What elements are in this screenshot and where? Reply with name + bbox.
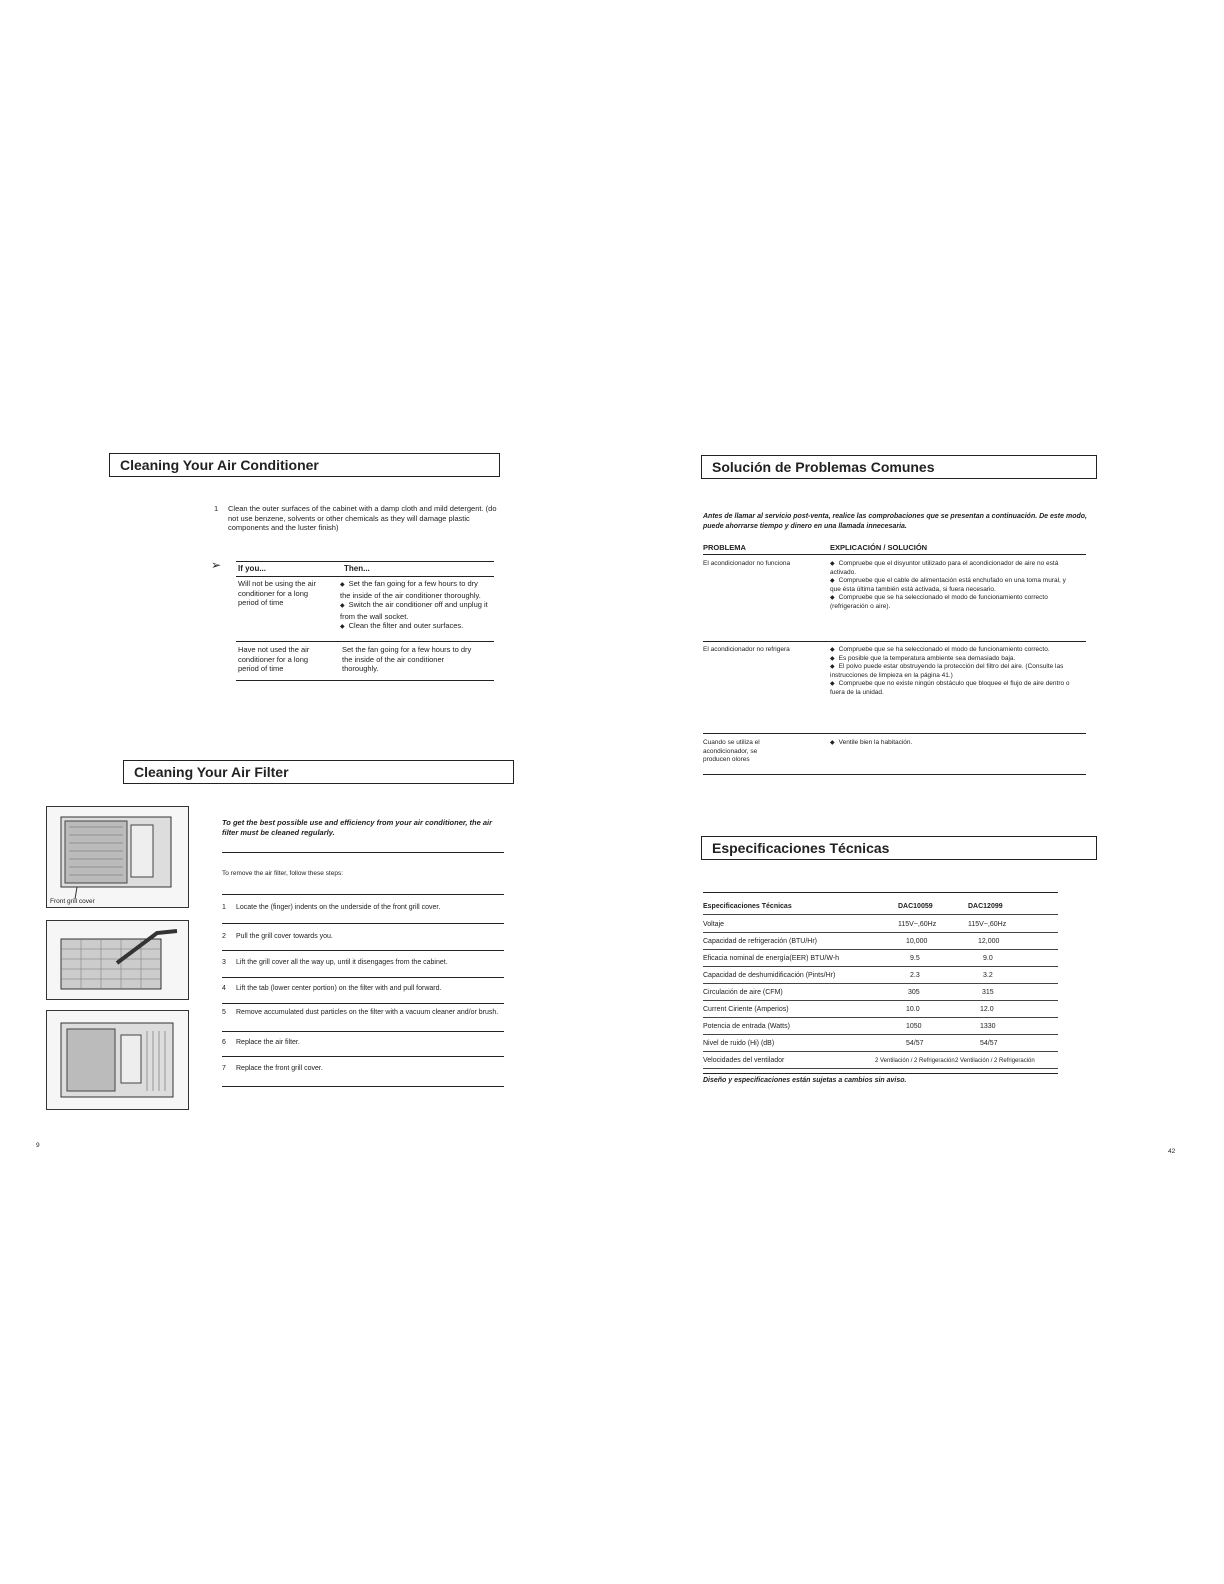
row1-if: Will not be using the air conditioner for a long period of time [238,579,316,607]
arrow-pointer-icon: ➢ [211,558,222,572]
spec-row: Nivel de ruido (Hi) (dB) 54/57 54/57 [703,1037,1058,1052]
spec-row: Voltaje 115V~,60Hz 115V~,60Hz [703,918,1058,933]
problem-2: El acondicionador no refrigera [703,646,790,653]
solution-3-1: ◆ Ventile bien la habitación. [830,739,1078,748]
illustration-front-grill [46,806,189,908]
solution-2-1: ◆ Compruebe que se ha seleccionado el modo de funcionamiento correcto. [830,646,1078,655]
row2-then: Set the fan going for a few hours to dry the inside of the air conditioner thoroughly. [342,645,472,673]
spec-row: Potencia de entrada (Watts) 1050 1330 [703,1020,1058,1035]
header-if: If you... [238,564,266,573]
col-problem: PROBLEMA [703,543,746,552]
solutions-3 [830,739,1078,748]
solutions-2 [830,646,1078,697]
cleaning-ac-title: Cleaning Your Air Conditioner [109,453,500,477]
spec-row: Velocidades del ventilador 2 Ventilación / 2 Refrigeración 2 Ventilación / 2 Refrigeración [703,1054,1058,1069]
solution-1-3: ◆ Compruebe que se ha seleccionado el modo de funcionamiento correcto (refrigeración o aire). [830,594,1078,611]
row1-then [340,579,488,633]
header-then: Then... [344,564,370,573]
solution-1-2: ◆ Compruebe que el cable de alimentación está enchufado en una toma mural, y que ésta última también está activada, si fuera necesario. [830,577,1078,594]
row1-then-2: ◆ Switch the air conditioner off and unplug it from the wall socket. [340,600,488,621]
specs-footnote: Diseño y especificaciones están sujetas a cambios sin aviso. [703,1077,907,1084]
row1-then-3: ◆ Clean the filter and outer surfaces. [340,621,488,633]
col-solution: EXPLICACIÓN / SOLUCIÓN [830,543,928,552]
solution-2-2: ◆ Es posible que la temperatura ambiente sea demasiado baja. [830,655,1078,664]
spec-row: Eficacia nominal de energía(EER) BTU/W-h 9.5 9.0 [703,952,1058,967]
illustration-ac-unit [46,1010,189,1110]
left-page-number: 9 [36,1142,40,1149]
filter-lead: To remove the air filter, follow these steps: [222,870,344,877]
right-page-number: 42 [1168,1148,1176,1155]
problem-1: El acondicionador no funciona [703,560,791,567]
problem-3: Cuando se utiliza el acondicionador, se producen olores [703,739,760,763]
troubleshooting-title: Solución de Problemas Comunes [701,455,1097,479]
solutions-1 [830,560,1078,611]
step-text: Clean the outer surfaces of the cabinet with a damp cloth and mild detergent. (do not use benzene, solvents or other chemicals as they will damage plastic components and the luster finish) [228,504,497,532]
spec-row: Capacidad de refrigeración (BTU/Hr) 10,000 12,000 [703,935,1058,950]
solution-2-4: ◆ Compruebe que no existe ningún obstáculo que bloquee el flujo de aire dentro o fuera de la unidad. [830,680,1078,697]
spec-row: Circulación de aire (CFM) 305 315 [703,986,1058,1001]
specs-header: Especificaciones Técnicas DAC10059 DAC12099 [703,900,1058,915]
row2-if: Have not used the air conditioner for a long period of time [238,645,310,673]
row1-then-1: ◆ Set the fan going for a few hours to dry the inside of the air conditioner thoroughly. [340,579,488,600]
solution-2-3: ◆ El polvo puede estar obstruyendo la protección del filtro del aire. (Consulte las instrucciones de limpieza en la página 41.) [830,663,1078,680]
filter-intro: To get the best possible use and efficiency from your air conditioner, the air filter must be cleaned regularly. [222,818,493,837]
step-number: 1 [214,504,219,513]
specs-title: Especificaciones Técnicas [701,836,1097,860]
front-grill-label: Front grill cover [50,898,95,905]
spec-row: Capacidad de deshumidificación (Pints/Hr) 2.3 3.2 [703,969,1058,984]
spec-row: Current Ciriente (Amperios) 10.0 12.0 [703,1003,1058,1018]
illustration-filter-vacuum [46,920,189,1000]
troubleshooting-intro: Antes de llamar al servicio post-venta, realice las comprobaciones que se presentan a continuación. De este modo, puede ahorrarse tiempo y dinero en una llamada innecesaria. [703,513,1087,530]
cleaning-filter-title: Cleaning Your Air Filter [123,760,514,784]
solution-1-1: ◆ Compruebe que el disyuntor utilizado para el acondicionador de aire no está activado. [830,560,1078,577]
